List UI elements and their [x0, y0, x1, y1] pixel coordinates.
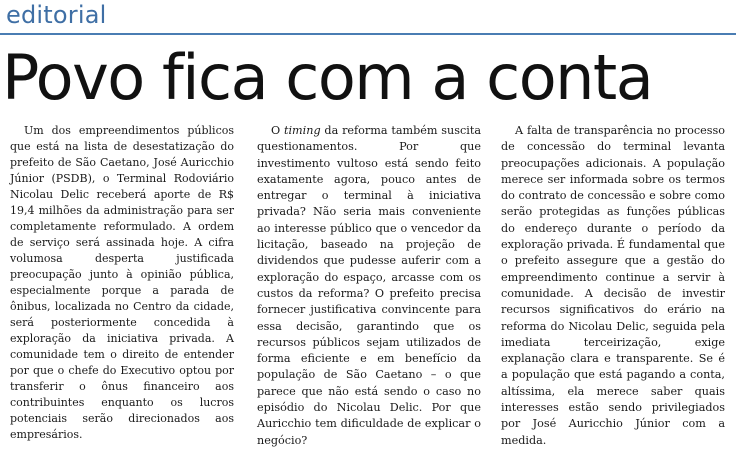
- italic-term: timing: [283, 124, 321, 137]
- paragraph: A falta de transparência no processo de concessão do terminal levanta preocupações adicionais. A população merece ser informada sobre os termos do contrato de concessão e sobre como serão protegidas as funções públicas do endereço durante o período da exploração privada. É fundamental que o prefeito assegure que a gestão do empreendimento continue a servir à comunidade. A decisão de investir recursos significativos do erário na reforma do Nicolau Delic, seguida pela imediata terceirização, exige explanação clara e transparente. Se é a população que está pagando a conta, altíssima, ela merece saber quais interesses estão sendo privilegiados por José Auricchio Júnior com a medida.: [501, 124, 725, 447]
- paragraph-lead: O: [271, 124, 284, 137]
- paragraph-text: da reforma também suscita questionamentos. Por que investimento vultoso está sendo feito exatamente agora, pouco antes de entregar o terminal à iniciativa privada? Não seria mais conveniente ao interesse público que o vencedor da licitação, baseado na projeção de dividendos que pudesse auferir com a exploração do espaço, arcasse com os custos da reforma? O prefeito precisa fornecer justificativa convincente para essa decisão, garantindo que os recursos públicos sejam utilizados de forma eficiente e em benefício da população de São Caetano – o que parece que não está sendo o caso no episódio do Nicolau Delic. Por que Auricchio tem dificuldade de explicar o negócio?: [257, 124, 482, 447]
- headline: Povo fica com a conta: [2, 41, 653, 114]
- section-label: editorial: [6, 1, 107, 29]
- paragraph: [257, 123, 481, 449]
- article-column-3: [501, 123, 725, 449]
- article-column-2: [257, 123, 481, 449]
- paragraph: Um dos empreendimentos públicos que está na lista de desestatização do prefeito de São Caetano, José Auricchio Júnior (PSDB), o Terminal Rodoviário Nicolau Delic receberá aporte de R$ 19,4 milhões da administração para ser completamente reformulado. A ordem de serviço será assinada hoje. A cifra volumosa desperta justificada preocupação junto à opinião pública, especialmente porque a parada de ônibus, localizada no Centro da cidade, será posteriormente concedida à exploração da iniciativa privada. A comunidade tem o direito de entender por que o chefe do Executivo optou por transferir o ônus financeiro aos contribuintes enquanto os lucros potenciais serão direcionados aos empresários.: [10, 124, 234, 441]
- article-column-1: [10, 123, 234, 443]
- section-divider: [0, 33, 736, 35]
